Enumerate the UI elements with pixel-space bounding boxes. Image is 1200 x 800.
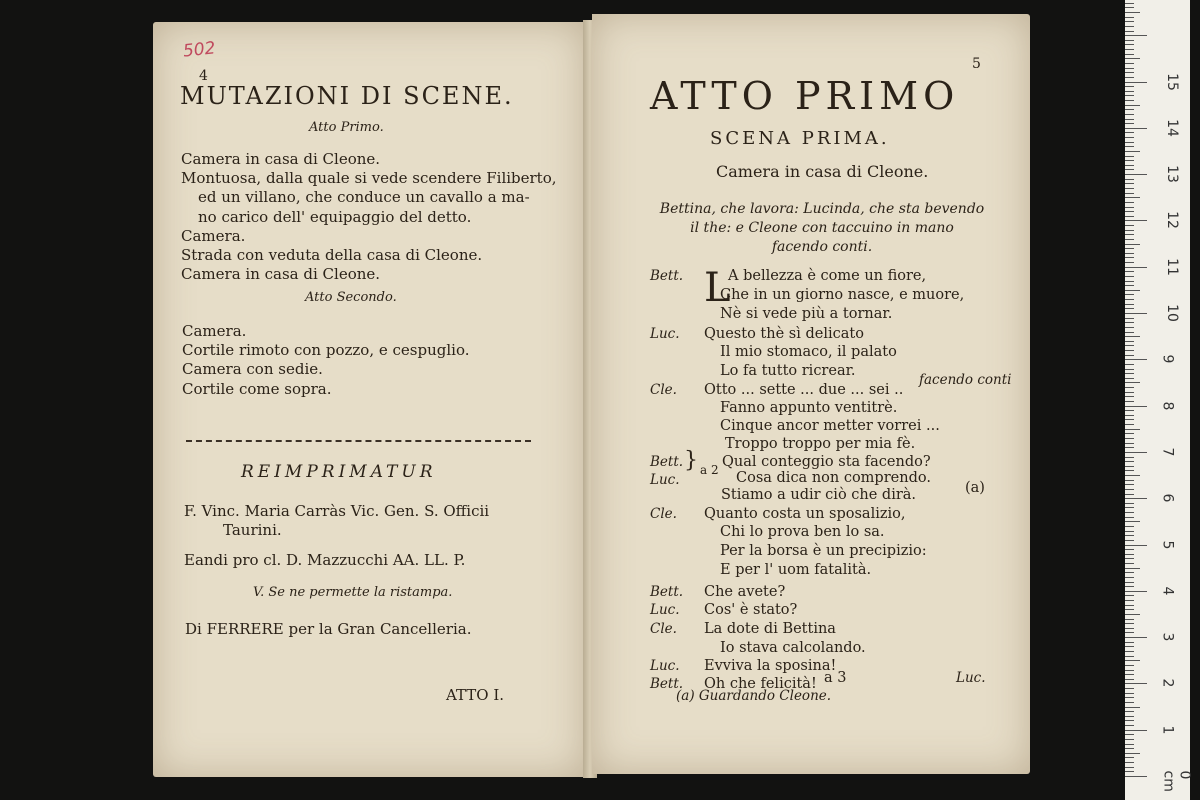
- verse-line: Stiamo a udir ciò che dirà.: [721, 487, 917, 503]
- ruler-tick: [1125, 642, 1134, 643]
- scene-item: no carico dell' equipaggio del detto.: [198, 207, 472, 226]
- ruler-tick: [1125, 535, 1134, 536]
- stage-direction-line: facendo conti.: [771, 239, 873, 255]
- ruler-tick: [1125, 730, 1147, 731]
- ruler-tick: [1125, 128, 1147, 129]
- ruler-tick: [1125, 521, 1140, 522]
- ruler-number: 4: [1159, 586, 1176, 596]
- ruler-number: 12: [1163, 211, 1180, 230]
- ruler-tick: [1125, 554, 1134, 555]
- ruler-tick: [1125, 257, 1134, 258]
- verse-line: Oh che felicità!: [704, 676, 817, 692]
- ruler-tick: [1125, 558, 1134, 559]
- ruler-tick: [1125, 40, 1134, 41]
- ruler-tick: [1125, 193, 1134, 194]
- mazzucchi-line: Eandi pro cl. D. Mazzucchi AA. LL. P.: [184, 551, 466, 569]
- ruler-tick: [1125, 160, 1134, 161]
- act2-scene-list: [182, 322, 469, 399]
- aside-facendo-conti: facendo conti: [919, 372, 1012, 388]
- ruler-tick: [1125, 285, 1134, 286]
- brace-speaker-luc: Luc.: [650, 472, 680, 488]
- ruler-tick: [1125, 63, 1134, 64]
- ruler-tick: [1125, 207, 1134, 208]
- speaker-label: Bett.: [650, 676, 684, 692]
- speaker-label: Bett.: [650, 268, 684, 284]
- ruler-tick: [1125, 619, 1134, 620]
- ruler-tick: [1125, 498, 1147, 499]
- ruler-number: 1: [1159, 725, 1176, 735]
- ruler-tick: [1125, 438, 1134, 439]
- ruler-tick: [1125, 345, 1134, 346]
- verse-line: Evviva la sposina!: [704, 658, 837, 674]
- scene-item: Camera con sedie.: [182, 360, 323, 379]
- ruler-tick: [1125, 720, 1134, 721]
- ruler-tick: [1125, 762, 1134, 763]
- ruler-tick: [1125, 12, 1140, 13]
- scene-heading: SCENA PRIMA.: [710, 128, 890, 149]
- ruler-tick: [1125, 744, 1134, 745]
- ruler-tick: [1125, 359, 1147, 360]
- ruler-tick: [1125, 582, 1134, 583]
- ruler-tick: [1125, 239, 1134, 240]
- a3-marker: a 3: [824, 670, 847, 686]
- ruler-tick: [1125, 586, 1134, 587]
- ruler-tick: [1125, 433, 1134, 434]
- ruler-tick: [1125, 68, 1134, 69]
- ruler-tick: [1125, 100, 1134, 101]
- ruler-number: 10: [1163, 304, 1180, 322]
- ruler-tick: [1125, 211, 1134, 212]
- ruler-tick: [1125, 484, 1134, 485]
- ruler-tick: [1125, 91, 1134, 92]
- note-marker: (a): [965, 480, 985, 496]
- measurement-ruler: [1125, 0, 1193, 800]
- ruler-tick: [1125, 225, 1134, 226]
- scene-item: Camera in casa di Cleone.: [181, 265, 381, 284]
- verse-line: E per l' uom fatalità.: [720, 562, 872, 578]
- ruler-tick: [1125, 364, 1134, 365]
- ruler-tick: [1125, 132, 1134, 133]
- ruler-tick: [1125, 614, 1140, 615]
- ruler-number: 9: [1159, 354, 1176, 364]
- ruler-tick: [1125, 503, 1134, 504]
- reimprimatur-heading: REIMPRIMATUR: [241, 462, 437, 482]
- ruler-tick: [1125, 396, 1134, 397]
- ruler-tick: [1125, 517, 1134, 518]
- ruler-tick: [1125, 475, 1140, 476]
- ruler-number: 8: [1159, 401, 1176, 411]
- ruler-tick: [1125, 693, 1134, 694]
- ruler-tick: [1125, 244, 1140, 245]
- scene-item: Camera.: [182, 322, 247, 340]
- ruler-tick: [1125, 406, 1147, 407]
- ruler-tick: [1125, 646, 1134, 647]
- ruler-tick: [1125, 355, 1134, 356]
- divider-rule: [186, 440, 531, 442]
- ruler-tick: [1125, 637, 1147, 638]
- left-page: [153, 22, 585, 777]
- ruler-tick: [1125, 419, 1134, 420]
- drop-cap: L: [704, 265, 731, 311]
- ruler-tick: [1125, 707, 1140, 708]
- ruler-tick: [1125, 322, 1134, 323]
- scene-item: Cortile come sopra.: [182, 379, 332, 398]
- ruler-tick: [1125, 299, 1134, 300]
- ruler-tick: [1125, 137, 1134, 138]
- ruler-tick: [1125, 776, 1147, 777]
- ruler-tick: [1125, 489, 1134, 490]
- ruler-tick: [1125, 109, 1134, 110]
- scene-item: ed un villano, che conduce un cavallo a ma-: [198, 188, 530, 207]
- ruler-tick: [1125, 665, 1134, 666]
- ruler-tick: [1125, 369, 1134, 370]
- speaker-label: Bett.: [650, 584, 684, 600]
- speaker-label: Luc.: [650, 602, 680, 618]
- ruler-tick: [1125, 531, 1134, 532]
- ruler-tick: [1125, 771, 1134, 772]
- ruler-tick: [1125, 202, 1134, 203]
- ruler-number: 2: [1159, 678, 1176, 688]
- verse-line: Chi lo prova ben lo sa.: [720, 524, 885, 540]
- verse-line: Questo thè sì delicato: [704, 326, 864, 342]
- speaker-label: Luc.: [650, 326, 680, 342]
- ruler-tick: [1125, 304, 1134, 305]
- ruler-tick: [1125, 142, 1134, 143]
- ruler-tick: [1125, 656, 1134, 657]
- ruler-tick: [1125, 86, 1134, 87]
- ruler-tick: [1125, 248, 1134, 249]
- ristampa-line: V. Se ne permette la ristampa.: [253, 585, 453, 600]
- catchword-left: ATTO I.: [446, 686, 505, 704]
- ruler-tick: [1125, 507, 1134, 508]
- verse-line: A bellezza è come un fiore,: [728, 268, 927, 284]
- ruler-number: 0 cm: [1160, 770, 1193, 792]
- ruler-tick: [1125, 702, 1134, 703]
- ruler-number: 7: [1159, 447, 1176, 457]
- ruler-tick: [1125, 294, 1134, 295]
- stage-direction-line: il the: e Cleone con taccuino in mano: [690, 220, 954, 236]
- stage-direction: [632, 200, 1012, 257]
- approval-line: F. Vinc. Maria Carràs Vic. Gen. S. Officii: [184, 502, 490, 520]
- approval-line: Taurini.: [223, 521, 282, 539]
- ruler-tick: [1125, 452, 1147, 453]
- act1-heading: Atto Primo.: [309, 120, 384, 135]
- ruler-tick: [1125, 605, 1134, 606]
- ruler-tick: [1125, 82, 1147, 83]
- ruler-tick: [1125, 526, 1134, 527]
- ruler-tick: [1125, 341, 1134, 342]
- ruler-tick: [1125, 753, 1140, 754]
- verse-line: Fanno appunto ventitrè.: [720, 400, 898, 416]
- scene-item: Cortile rimoto con pozzo, e cespuglio.: [182, 341, 470, 360]
- ruler-tick: [1125, 49, 1134, 50]
- ruler-tick: [1125, 424, 1134, 425]
- ruler-number: 3: [1159, 632, 1176, 642]
- handwritten-note: 502: [182, 38, 217, 62]
- ruler-tick: [1125, 271, 1134, 272]
- ruler-tick: [1125, 234, 1134, 235]
- verse-line: Il mio stomaco, il palato: [720, 344, 897, 360]
- ruler-tick: [1125, 697, 1134, 698]
- ruler-tick: [1125, 600, 1134, 601]
- ruler-tick: [1125, 572, 1134, 573]
- act1-scene-list: [181, 150, 557, 284]
- ruler-tick: [1125, 156, 1134, 157]
- ruler-tick: [1125, 748, 1134, 749]
- ruler-tick: [1125, 540, 1134, 541]
- catchword-right: Luc.: [956, 670, 986, 686]
- ruler-number: 15: [1163, 72, 1180, 91]
- ruler-tick: [1125, 767, 1134, 768]
- ruler-tick: [1125, 410, 1134, 411]
- ruler-tick: [1125, 591, 1147, 592]
- ruler-tick: [1125, 332, 1134, 333]
- brace: }: [684, 448, 698, 473]
- scene-item: Montuosa, dalla quale si vede scendere Filiberto,: [181, 169, 557, 188]
- ruler-tick: [1125, 577, 1134, 578]
- ruler-number: 14: [1163, 118, 1180, 137]
- ruler-tick: [1125, 350, 1134, 351]
- ruler-number: 5: [1159, 540, 1176, 549]
- ruler-tick: [1125, 216, 1134, 217]
- ruler-tick: [1125, 461, 1134, 462]
- ruler-tick: [1125, 545, 1147, 546]
- ruler-tick: [1125, 183, 1134, 184]
- ruler-tick: [1125, 327, 1134, 328]
- verse-line: La dote di Bettina: [704, 621, 836, 637]
- ruler-tick: [1125, 679, 1134, 680]
- ruler-tick: [1125, 415, 1134, 416]
- ruler-tick: [1125, 77, 1134, 78]
- ruler-tick: [1125, 308, 1134, 309]
- ruler-tick: [1125, 480, 1134, 481]
- ruler-tick: [1125, 26, 1134, 27]
- ruler-tick: [1125, 595, 1134, 596]
- ruler-tick: [1125, 17, 1134, 18]
- ruler-tick: [1125, 169, 1134, 170]
- ruler-tick: [1125, 628, 1134, 629]
- a2-marker: a 2: [700, 463, 719, 477]
- ruler-tick: [1125, 230, 1134, 231]
- ruler-tick: [1125, 336, 1140, 337]
- verse-line: Nè si vede più a tornar.: [720, 306, 893, 322]
- page-number-left: 4: [199, 68, 208, 84]
- ruler-tick: [1125, 563, 1134, 564]
- ruler-tick: [1125, 114, 1134, 115]
- ruler-tick: [1125, 95, 1134, 96]
- ruler-tick: [1125, 739, 1134, 740]
- ruler-tick: [1125, 373, 1134, 374]
- footnote: (a) Guardando Cleone.: [676, 688, 832, 704]
- ruler-tick: [1125, 58, 1140, 59]
- ruler-tick: [1125, 494, 1134, 495]
- cancelleria-line: Di FERRERE per la Gran Cancelleria.: [185, 620, 472, 638]
- brace-speaker-bett: Bett.: [650, 454, 684, 470]
- verse-line: Per la borsa è un precipizio:: [720, 543, 927, 559]
- ruler-tick: [1125, 253, 1134, 254]
- verse-line: Che in un giorno nasce, e muore,: [720, 287, 965, 303]
- ruler-tick: [1125, 7, 1134, 8]
- ruler-tick: [1125, 281, 1134, 282]
- ruler-tick: [1125, 72, 1134, 73]
- verse-line: Troppo troppo per mia fè.: [725, 436, 916, 452]
- ruler-tick: [1125, 447, 1134, 448]
- ruler-tick: [1125, 276, 1134, 277]
- ruler-tick: [1125, 670, 1134, 671]
- ruler-tick: [1125, 443, 1134, 444]
- ruler-tick: [1125, 151, 1140, 152]
- page-number-right: 5: [972, 56, 981, 72]
- ruler-tick: [1125, 734, 1134, 735]
- speaker-label: Cle.: [650, 506, 677, 522]
- verse-line: Cosa dica non comprendo.: [736, 470, 931, 486]
- scene-item: Strada con veduta della casa di Cleone.: [181, 246, 483, 265]
- ruler-tick: [1125, 318, 1134, 319]
- ruler-tick: [1125, 651, 1134, 652]
- verse-line: Quanto costa un sposalizio,: [704, 506, 906, 522]
- ruler-tick: [1125, 119, 1134, 120]
- ruler-tick: [1125, 711, 1134, 712]
- ruler-tick: [1125, 466, 1134, 467]
- ruler-tick: [1125, 146, 1134, 147]
- ruler-tick: [1125, 392, 1134, 393]
- ruler-tick: [1125, 123, 1134, 124]
- speaker-label: Cle.: [650, 621, 677, 637]
- ruler-tick: [1125, 179, 1134, 180]
- verse-line: Qual conteggio sta facendo?: [722, 454, 931, 470]
- scene-item: Camera.: [181, 226, 246, 245]
- verse-line: Otto ... sette ... due ... sei ..: [704, 382, 904, 398]
- ruler-number: 13: [1163, 165, 1180, 184]
- ruler-tick: [1125, 378, 1134, 379]
- verse-line: Cos' è stato?: [704, 602, 798, 618]
- ruler-tick: [1125, 3, 1134, 4]
- scene-item: Camera in casa di Cleone.: [181, 150, 381, 168]
- ruler-tick: [1125, 165, 1134, 166]
- ruler-tick: [1125, 262, 1134, 263]
- ruler-tick: [1125, 725, 1134, 726]
- ruler-tick: [1125, 382, 1140, 383]
- page-title-left: MUTAZIONI DI SCENE.: [180, 82, 514, 110]
- ruler-tick: [1125, 267, 1147, 268]
- ruler-tick: [1125, 457, 1134, 458]
- ruler-tick: [1125, 429, 1140, 430]
- ruler-tick: [1125, 197, 1140, 198]
- ruler-tick: [1125, 623, 1134, 624]
- ruler-tick: [1125, 609, 1134, 610]
- ruler-number: 11: [1163, 257, 1180, 276]
- ruler-tick: [1125, 35, 1147, 36]
- ruler-tick: [1125, 21, 1134, 22]
- ruler-tick: [1125, 387, 1134, 388]
- ruler-tick: [1125, 31, 1134, 32]
- ruler-tick: [1125, 174, 1147, 175]
- ruler-tick: [1125, 683, 1147, 684]
- verse-line: Cinque ancor metter vorrei ...: [720, 418, 940, 434]
- ruler-tick: [1125, 401, 1134, 402]
- speaker-label: Luc.: [650, 658, 680, 674]
- ruler-tick: [1125, 54, 1134, 55]
- ruler-tick: [1125, 512, 1134, 513]
- page-title-right: ATTO PRIMO: [650, 74, 960, 118]
- ruler-tick: [1125, 716, 1134, 717]
- ruler-tick: [1125, 188, 1134, 189]
- ruler-tick: [1125, 568, 1140, 569]
- act2-heading: Atto Secondo.: [305, 290, 397, 305]
- verse-line: Che avete?: [704, 584, 786, 600]
- ruler-tick: [1125, 660, 1140, 661]
- verse-line: Lo fa tutto ricrear.: [720, 363, 856, 379]
- ruler-tick: [1125, 470, 1134, 471]
- ruler-tick: [1125, 632, 1134, 633]
- ruler-number: 6: [1159, 493, 1176, 503]
- ruler-tick: [1125, 549, 1134, 550]
- ruler-tick: [1125, 313, 1147, 314]
- ruler-tick: [1125, 44, 1134, 45]
- verse-line: Io stava calcolando.: [720, 640, 866, 656]
- ruler-tick: [1125, 105, 1140, 106]
- scene-location: Camera in casa di Cleone.: [716, 162, 929, 181]
- ruler-tick: [1125, 220, 1147, 221]
- ruler-tick: [1125, 674, 1134, 675]
- right-page: [592, 14, 1030, 774]
- speaker-label: Cle.: [650, 382, 677, 398]
- stage-direction-line: Bettina, che lavora: Lucinda, che sta bevendo: [659, 201, 985, 217]
- ruler-tick: [1125, 290, 1140, 291]
- ruler-tick: [1125, 757, 1134, 758]
- ruler-tick: [1125, 688, 1134, 689]
